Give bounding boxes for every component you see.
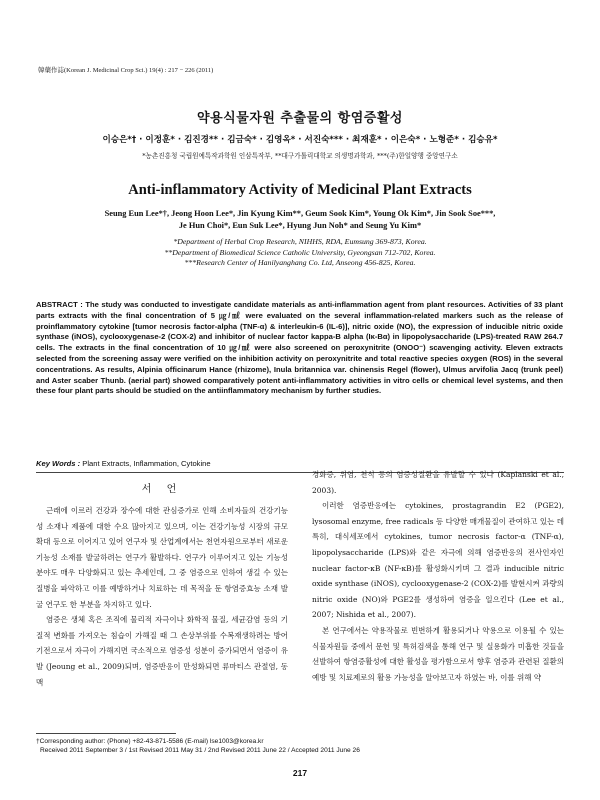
affiliation-2: **Department of Biomedical Science Catholic University, Gyeongsan 712-702, Korea.	[164, 247, 436, 257]
english-authors	[30, 208, 570, 231]
received-dates: Received 2011 September 3 / 1st Revised 2011 May 31 / 2nd Revised 2011 June 22 / Accepted 2011 June 26	[40, 747, 360, 754]
affiliation-3: ***Research Center of Hanilyanghang Co. Ltd, Anseong 456-825, Korea.	[184, 258, 416, 267]
abstract	[36, 300, 563, 397]
page-number: 217	[292, 768, 308, 778]
body-paragraph: 본 연구에서는 약용작물로 빈번하게 활용되거나 약용으로 이용될 수 있는 식물자원들 중에서 문헌 및 특허검색을 통해 연구 및 실용화가 미흡한 것들을 선발하여 항염증활성에 대한 활성을 평가함으로서 향후 염증과 관련된 질환의 예방 및 치료제로의 활용 가능성을 알아보고자 하였는 바, 이를 위해 약	[312, 625, 564, 682]
body-paragraph: 근래에 이르러 건강과 장수에 대한 관심증가로 인해 소비자들의 건강기능성 소재나 제품에 대한 수요 많아지고 있으며, 이는 건강기능성 시장의 규모 확대 등으로 이어지고 있어 연구자 및 산업계에서는 천연자원으로부터 새로운 기능성 소재를 발굴하려는 연구가 활발하다. 연구가 이루어지고 있는 기능성분야도 매우 다양화되고 있는 추세인데, 그 중 염증으로 인하여 생길 수 있는 질병을 파악하고 이를 예방하거나 치료하는 데 목적을 둔 항염증효능 소재 발굴 연구도 한 부분을 차지하고 있다.	[36, 506, 288, 609]
korean-affiliations: *농촌진흥청 국립원예특작과학원 인삼특작부, **대구가톨릭대학교 의생명과학과, ***(주)한일양행 중앙연구소	[142, 152, 458, 160]
keywords-label: Key Words :	[36, 459, 81, 468]
keywords-text: Plant Extracts, Inflammation, Cytokine	[82, 459, 211, 468]
body-column-left	[36, 503, 288, 690]
english-title: Anti-inflammatory Activity of Medicinal Plant Extracts	[128, 182, 472, 198]
section-title: 서 언	[141, 484, 183, 495]
korean-authors: 이승은*† · 이정훈* · 김진경** · 김금숙* · 김영옥* · 서진숙*** · 최재훈* · 이은숙* · 노형준* · 김승유*	[102, 135, 498, 145]
footnote	[36, 737, 360, 755]
abstract-text: The study was conducted to investigate candidate materials as anti-inflammation agent from plant resources. Activities of 33 plant parts extracts with the final concentration of 5 ㎍/㎖ were evaluated on the several inflammation-related markers such as the release of proinflammatory cytokine [tumor necrosis factor-alpha (TNF-α) & interleukin-6 (IL-6)], nitric oxide (NO), the expression of inducible nitric oxide synthase (iNOS), cyclooxygenase-2 (COX-2) and inhibitor of nuclear factor kappa-B alpha (Iκ-Bα) in lipopolysaccharide (LPS)-treated RAW 264.7 cells. The extracts in the final concentration of 10 ㎍/㎖ were also screened on peroxynitrite (ONOO⁻) scavenging activity. Eleven extracts selected from the screening assay were verified on the inhibition activity on peroxynitrite and total reactive species oxygen (ROS) in the several concentrations. As results, Alpinia officinarum Hance (rhizome), Inula britannica var. chinensis Regel (flower), Ulmus arvifolia Jacq (trunk peel) and Aster scaber Thunb. (aerial part) showed comparatively potent anti-inflammatory activities in vitro cells or chemical level systems, and then these four plant parts should be studied on the antiinflammatory mechanism by further studies.	[36, 300, 563, 396]
corresponding-author: †Corresponding author: (Phone) +82-43-871-5586 (E-mail) lse1003@korea.kr	[36, 738, 264, 745]
body-paragraph: 이러한 염증반응에는 cytokines, prostagrandin E2 (PGE2), lysosomal enzyme, free radicals 등 다양한 매개물질이 관여하고 있는 데 특히, 대식세포에서 cytokines, tumor necrosis factor-α (TNF-α), lipopolysaccharide (LPS)와 같은 자극에 의해 염증반응의 전사인자인 nuclear factor-κB (NF-κB)를 활성화시키며 그 결과 inducible nitric oxide synthase (iNOS), cyclooxygenase-2 (COX-2)를 발현시켜 과량의 nitric oxide (NO)와 PGE2를 생성하여 염증을 일으킨다 (Lee et al., 2007; Nishida et al., 2007).	[312, 501, 564, 620]
journal-citation: 韓藥作誌(Korean J. Medicinal Crop Sci.) 19(4) : 217 − 226 (2011)	[38, 67, 214, 74]
body-column-right	[312, 467, 564, 685]
footnote-divider	[36, 733, 176, 734]
english-authors-line-2: Je Hun Choi*, Eun Suk Lee*, Hyung Jun Noh* and Seung Yu Kim*	[178, 220, 422, 230]
body-paragraph: 경화증, 위염, 천식 등의 염증성질환을 유발할 수 있다 (Kaplanski et al., 2003).	[312, 470, 564, 495]
affiliation-1: *Department of Herbal Crop Research, NIHHS, RDA, Eumsung 369-873, Korea.	[173, 237, 427, 246]
english-affiliations	[0, 237, 600, 269]
keywords	[36, 459, 211, 468]
body-paragraph: 염증은 생체 혹은 조직에 물리적 자극이나 화학적 물질, 세균감염 등의 기질적 변화를 가져오는 침습이 가해질 때 그 손상부위를 수복재생하려는 방어기전으로서 자극이 가해지면 국소적으로 염증성 성분이 증가되면서 염증이 유발 (Jeoung et al., 2009)되며, 염증반응이 만성화되면 류마티스 관절염, 동맥	[36, 615, 288, 687]
abstract-label: ABSTRACT :	[36, 300, 83, 309]
english-authors-line-1: Seung Eun Lee*†, Jeong Hoon Lee*, Jin Kyung Kim**, Geum Sook Kim*, Young Ok Kim*, Jin Sook Soe***,	[104, 209, 496, 218]
korean-title: 약용식물자원 추출물의 항염증활성	[197, 111, 403, 126]
